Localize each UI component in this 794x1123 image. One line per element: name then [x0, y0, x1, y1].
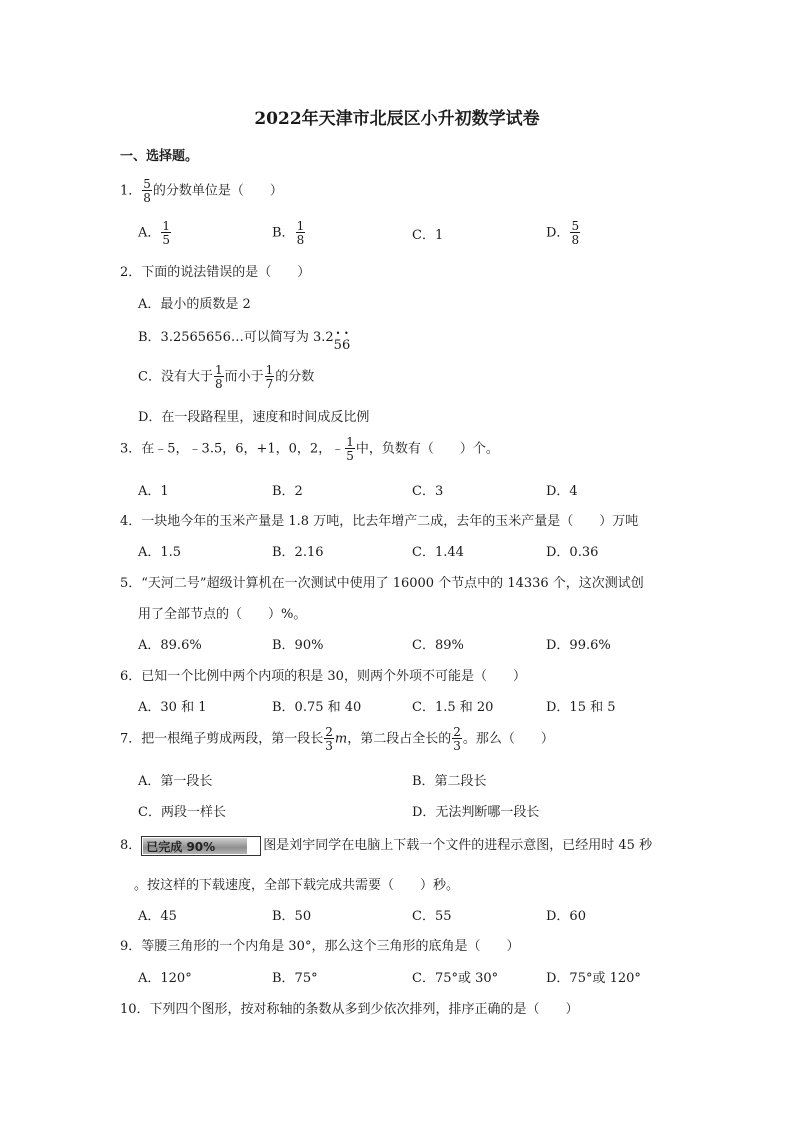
- option-d[interactable]: D．60: [546, 909, 586, 924]
- option-d[interactable]: D．99.6%: [546, 638, 611, 653]
- option-c[interactable]: C．3: [412, 484, 444, 499]
- fraction: $\frac{5}{8}$: [571, 219, 580, 247]
- option-a[interactable]: A．45: [138, 909, 177, 924]
- option-c[interactable]: C．1: [412, 228, 444, 243]
- section-heading: 一、选择题。: [120, 149, 199, 164]
- repeating-digit: • 6: [342, 338, 350, 353]
- question-2-stem: 2．下面的说法错误的是（ ）: [120, 265, 311, 280]
- option-b[interactable]: B．0.75 和 40: [272, 700, 362, 715]
- option-c[interactable]: C．55: [412, 909, 452, 924]
- fraction: $\frac{1}{7}$: [265, 363, 274, 391]
- question-4-stem: 4．一块地今年的玉米产量是 1.8 万吨，比去年增产二成，去年的玉米产量是（ ）万吨: [120, 514, 639, 529]
- option-b[interactable]: B．90%: [272, 638, 324, 653]
- fraction: $\frac{1}{5}$: [162, 219, 171, 247]
- download-progress-bar: [141, 836, 261, 856]
- option-d[interactable]: D．4: [546, 484, 578, 499]
- fraction: $\frac{2}{3}$: [325, 725, 333, 753]
- option-a[interactable]: A．30 和 1: [138, 700, 207, 715]
- question-8-stem: 8． 已完成 90% 图是刘宇同学在电脑上下载一个文件的进程示意图，已经用时 45 秒: [120, 834, 652, 856]
- question-7-stem: 7．把一根绳子剪成两段，第一段长 $\frac{2}{3}$ m，第二段占全长的 $\frac{2}{3}$ 。那么（ ）: [120, 725, 554, 753]
- question-5-stem-cont: 用了全部节点的（ ）%。: [138, 607, 307, 622]
- question-10-stem: 10．下列四个图形，按对称轴的条数从多到少依次排列，排序正确的是（ ）: [120, 1002, 579, 1017]
- option-b[interactable]: B．2.16: [272, 545, 324, 560]
- question-1-stem: 1． $\frac{5}{8}$ 的分数单位是（ ）: [120, 177, 283, 205]
- option-d[interactable]: D． $\frac{5}{8}$: [546, 219, 580, 247]
- repeating-digit: • 5: [334, 338, 342, 353]
- option-c[interactable]: C．89%: [412, 638, 464, 653]
- option-c[interactable]: C．1.5 和 20: [412, 700, 494, 715]
- option-d[interactable]: D．无法判断哪一段长: [412, 805, 540, 820]
- question-9-stem: 9．等腰三角形的一个内角是 30°，那么这个三角形的底角是（ ）: [120, 939, 520, 954]
- fraction: $\frac{1}{8}$: [214, 363, 223, 391]
- option-b[interactable]: B．3.2565656…可以简写为 3.2• 5• 6: [138, 326, 350, 345]
- option-b[interactable]: B．50: [272, 909, 312, 924]
- option-a[interactable]: A．最小的质数是 2: [138, 297, 251, 312]
- option-d[interactable]: D．15 和 5: [546, 700, 616, 715]
- option-b[interactable]: B． $\frac{1}{8}$: [272, 219, 305, 247]
- fraction: $\frac{1}{8}$: [296, 219, 305, 247]
- page-title: 2022年天津市北辰区小升初数学试卷: [254, 109, 540, 129]
- option-b[interactable]: B．2: [272, 484, 303, 499]
- option-a[interactable]: A．120°: [138, 971, 192, 986]
- option-c[interactable]: C．没有大于 $\frac{1}{8}$ 而小于 $\frac{1}{7}$ 的分数: [138, 363, 315, 391]
- option-a[interactable]: A．89.6%: [138, 638, 202, 653]
- option-b[interactable]: B．75°: [272, 971, 318, 986]
- question-6-stem: 6．已知一个比例中两个内项的积是 30，则两个外项不可能是（ ）: [120, 669, 526, 684]
- option-c[interactable]: C．75°或 30°: [412, 971, 499, 986]
- fraction: $\frac{2}{3}$: [453, 725, 461, 753]
- question-5-stem: 5．“天河二号”超级计算机在一次测试中使用了 16000 个节点中的 14336 个，这次测试创: [120, 576, 644, 591]
- question-8-stem-cont: 。按这样的下载速度，全部下载完成共需要（ ）秒。: [134, 878, 460, 893]
- option-a[interactable]: A．第一段长: [138, 774, 213, 789]
- option-d[interactable]: D．75°或 120°: [546, 971, 641, 986]
- option-b[interactable]: B．第二段长: [412, 774, 487, 789]
- fraction: $\frac{5}{8}$: [143, 177, 151, 205]
- fraction: $\frac{1}{5}$: [346, 435, 354, 463]
- question-number: 8．: [120, 838, 142, 853]
- question-number: 1．: [120, 183, 142, 199]
- option-d[interactable]: D．0.36: [546, 545, 599, 560]
- option-c[interactable]: C．1.44: [412, 545, 464, 560]
- option-a[interactable]: A．1.5: [138, 545, 182, 560]
- progress-label: 已完成 90%: [146, 839, 216, 854]
- question-3-stem: 3．在﹣5，﹣3.5，6，+1，0，2，﹣ $\frac{1}{5}$ 中，负数有（ ）个。: [120, 435, 499, 463]
- option-a[interactable]: A．1: [138, 484, 169, 499]
- option-c[interactable]: C．两段一样长: [138, 805, 226, 820]
- option-d[interactable]: D．在一段路程里，速度和时间成反比例: [138, 410, 370, 425]
- option-a[interactable]: A． $\frac{1}{5}$: [138, 219, 171, 247]
